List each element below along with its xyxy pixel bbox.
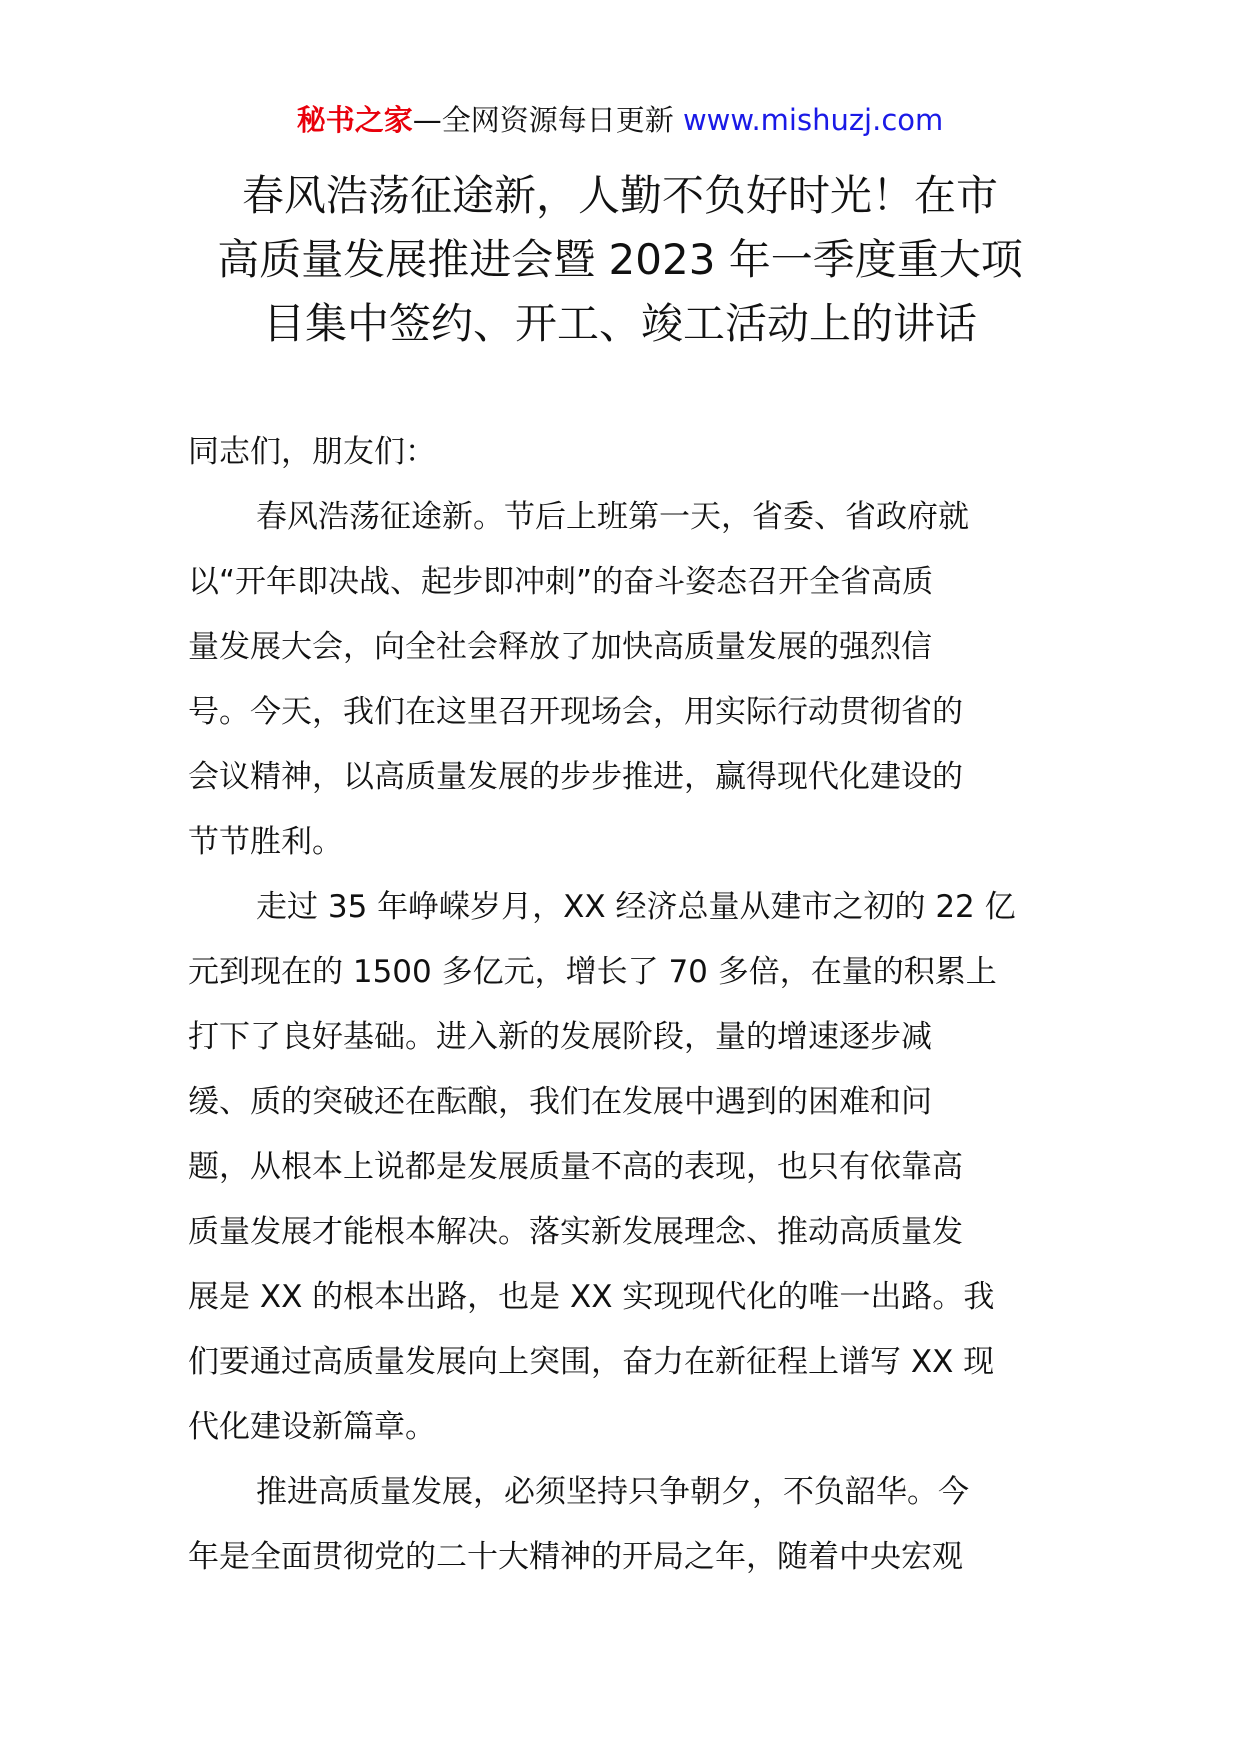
paragraph-line: 会议精神，以高质量发展的步步推进，赢得现代化建设的 (188, 759, 963, 795)
paragraph-line: 代化建设新篇章。 (188, 1409, 436, 1445)
paragraph-line: 们要通过高质量发展向上突围，奋力在新征程上谱写 XX 现 (188, 1344, 995, 1380)
title-line: 高质量发展推进会暨 2023 年一季度重大项 (217, 235, 1023, 284)
site-header (0, 100, 1240, 140)
paragraph-line: 元到现在的 1500 多亿元，增长了 70 多倍，在量的积累上 (188, 954, 997, 990)
paragraph-line: 缓、质的突破还在酝酿，我们在发展中遇到的困难和问 (188, 1084, 932, 1120)
paragraph-line: 量发展大会，向全社会释放了加快高质量发展的强烈信 (188, 629, 932, 665)
paragraph-line: 号。今天，我们在这里召开现场会，用实际行动贯彻省的 (188, 694, 963, 730)
paragraph-line: 以“开年即决战、起步即冲刺”的奋斗姿态召开全省高质 (188, 564, 934, 600)
paragraph-line: 打下了良好基础。进入新的发展阶段，量的增速逐步减 (188, 1019, 932, 1055)
paragraph (188, 485, 1060, 875)
paragraph-line: 推进高质量发展，必须坚持只争朝夕，不负韶华。今 (256, 1474, 969, 1510)
paragraph-line: 走过 35 年峥嵘岁月，XX 经济总量从建市之初的 22 亿 (256, 889, 1016, 925)
brand-name: 秘书之家 (296, 103, 413, 137)
paragraph (188, 1460, 1060, 1590)
title-line: 春风浩荡征途新，人勤不负好时光！在市 (241, 171, 998, 220)
paragraph-line: 年是全面贯彻党的二十大精神的开局之年，随着中央宏观 (188, 1539, 963, 1575)
header-tagline: —全网资源每日更新 (412, 103, 683, 137)
paragraph-line: 展是 XX 的根本出路，也是 XX 实现现代化的唯一出路。我 (188, 1279, 995, 1315)
document-body (188, 420, 1060, 1590)
salutation: 同志们，朋友们： (188, 434, 436, 470)
document-title (180, 164, 1060, 356)
paragraph-line: 春风浩荡征途新。节后上班第一天，省委、省政府就 (256, 499, 969, 535)
paragraph (188, 875, 1060, 1460)
paragraph-line: 题，从根本上说都是发展质量不高的表现，也只有依靠高 (188, 1149, 963, 1185)
title-line: 目集中签约、开工、竣工活动上的讲话 (262, 299, 977, 348)
site-link[interactable]: www.mishuzj.com (682, 103, 944, 137)
paragraph-line: 节节胜利。 (188, 824, 343, 860)
paragraph-line: 质量发展才能根本解决。落实新发展理念、推动高质量发 (188, 1214, 963, 1250)
